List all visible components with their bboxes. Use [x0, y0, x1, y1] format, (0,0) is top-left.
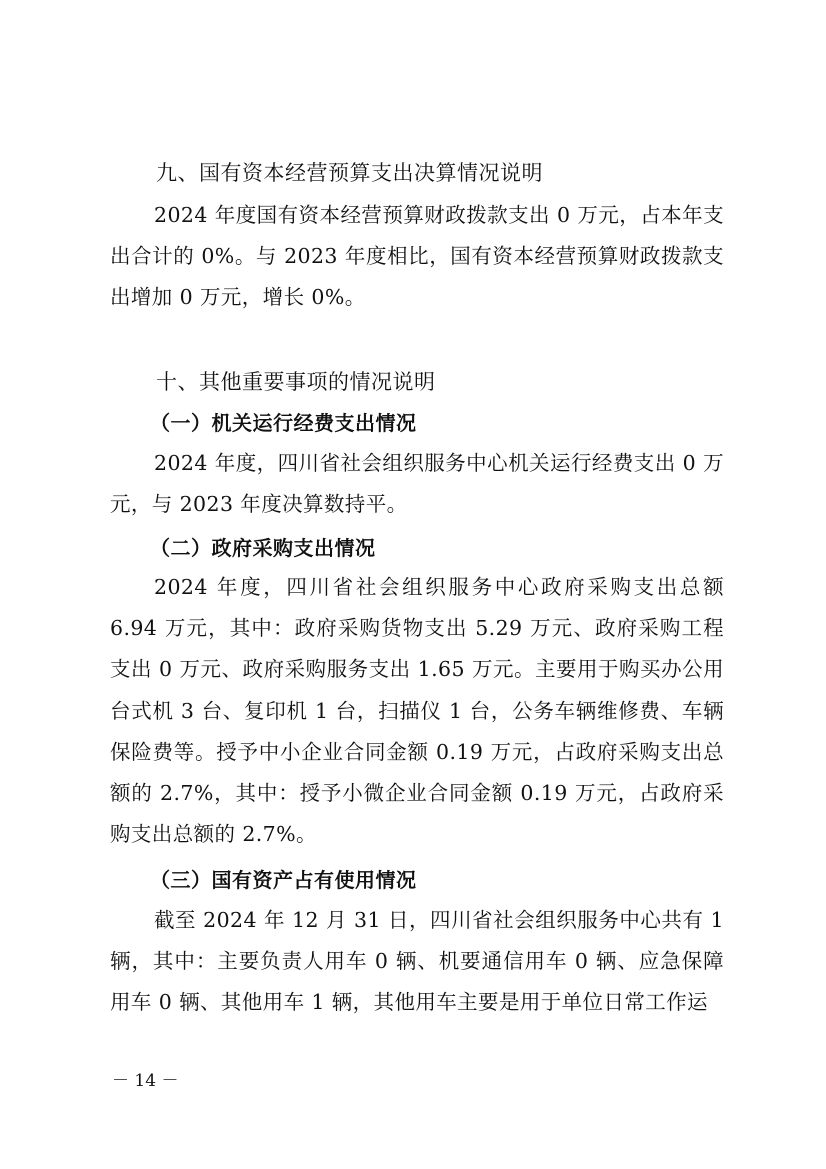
section-9-heading: 九、国有资本经营预算支出决算情况说明 [156, 161, 543, 185]
section-9-paragraph: 2024 年度国有资本经营预算财政拨款支出 0 万元，占本年支出合计的 0%。与 2023 年度相比，国有资本经营预算财政拨款支出增加 0 万元，增长 0%。 [110, 203, 724, 310]
subsection-2-paragraph: 2024 年度，四川省社会组织服务中心政府采购支出总额 6.94 万元，其中：政府采购货物支出 5.29 万元、政府采购工程支出 0 万元、政府采购服务支出 1.65 万元。主要用于购买办公用台式机 3 台、复印机 1 台，扫描仪 1 台，公务车辆维修费、车辆保险费等。授予中小企业合同金额 0.19 万元，占政府采购支出总额的 2.7%，其中：授予小微企业合同金额 0.19 万元，占政府采购支出总额的 2.7%。 [110, 575, 724, 847]
subsection-3-paragraph: 截至 2024 年 12 月 31 日，四川省社会组织服务中心共有 1 辆，其中：主要负责人用车 0 辆、机要通信用车 0 辆、应急保障用车 0 辆、其他用车 1 辆，其他用车主要是用于单位日常工作运 [110, 908, 724, 1015]
subsection-2-heading: （二）政府采购支出情况 [150, 536, 376, 560]
section-10-heading: 十、其他重要事项的情况说明 [156, 370, 436, 394]
subsection-1-heading: （一）机关运行经费支出情况 [150, 411, 417, 435]
subsection-3-heading: （三）国有资产占有使用情况 [150, 868, 417, 892]
page-number: － 14 － [112, 1071, 179, 1091]
subsection-1-paragraph: 2024 年度，四川省社会组织服务中心机关运行经费支出 0 万元，与 2023 年度决算数持平。 [110, 451, 724, 517]
